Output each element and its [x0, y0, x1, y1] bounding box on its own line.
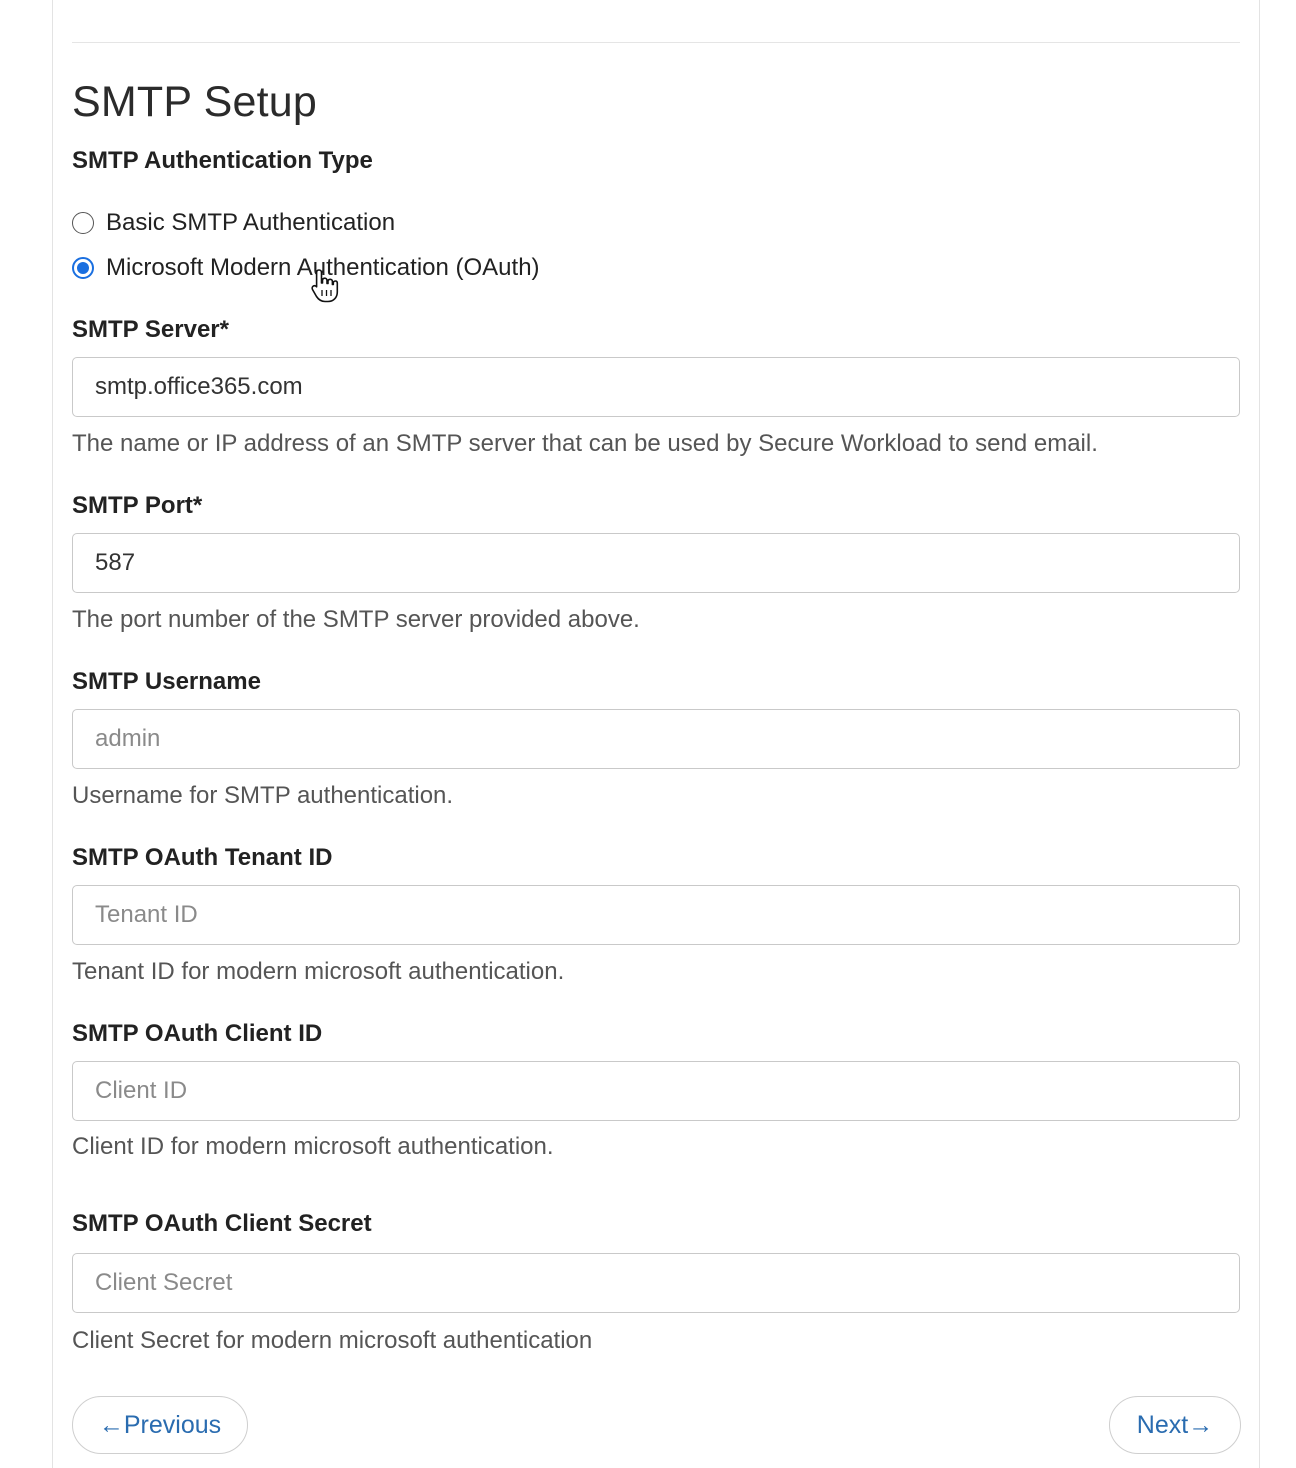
- page-title: SMTP Setup: [72, 78, 317, 126]
- section-divider: [72, 42, 1240, 43]
- smtp-server-help: The name or IP address of an SMTP server that can be used by Secure Workload to send email.: [72, 430, 1098, 457]
- smtp-port-help: The port number of the SMTP server provided above.: [72, 606, 640, 633]
- oauth-client-secret-label: SMTP OAuth Client Secret: [72, 1210, 372, 1237]
- oauth-client-secret-help: Client Secret for modern microsoft authentication: [72, 1327, 593, 1354]
- oauth-client-id-input[interactable]: [72, 1061, 1240, 1121]
- oauth-tenant-id-label: SMTP OAuth Tenant ID: [72, 844, 333, 871]
- oauth-tenant-id-input[interactable]: [72, 885, 1240, 945]
- radio-basic-auth[interactable]: [72, 209, 395, 237]
- oauth-tenant-id-help: Tenant ID for modern microsoft authentication.: [72, 958, 565, 985]
- radio-oauth-label: Microsoft Modern Authentication (OAuth): [106, 254, 540, 281]
- smtp-port-label: SMTP Port*: [72, 492, 203, 519]
- smtp-username-label: SMTP Username: [72, 668, 261, 695]
- radio-oauth-control[interactable]: [72, 257, 94, 279]
- radio-basic-auth-control[interactable]: [72, 212, 94, 234]
- oauth-client-secret-input[interactable]: [72, 1253, 1240, 1313]
- next-button[interactable]: Next→: [1109, 1396, 1241, 1454]
- smtp-server-input[interactable]: [72, 357, 1240, 417]
- auth-type-label: SMTP Authentication Type: [72, 147, 373, 174]
- oauth-client-id-label: SMTP OAuth Client ID: [72, 1020, 323, 1047]
- smtp-username-input[interactable]: [72, 709, 1240, 769]
- smtp-server-label: SMTP Server*: [72, 316, 229, 343]
- radio-basic-auth-label: Basic SMTP Authentication: [106, 209, 396, 236]
- previous-button[interactable]: ←Previous: [72, 1396, 248, 1454]
- radio-oauth[interactable]: [72, 254, 540, 282]
- smtp-username-help: Username for SMTP authentication.: [72, 782, 454, 809]
- page-background: [0, 0, 52, 1464]
- smtp-port-input[interactable]: [72, 533, 1240, 593]
- hand-pointer-icon: [310, 268, 340, 304]
- oauth-client-id-help: Client ID for modern microsoft authentication.: [72, 1133, 554, 1160]
